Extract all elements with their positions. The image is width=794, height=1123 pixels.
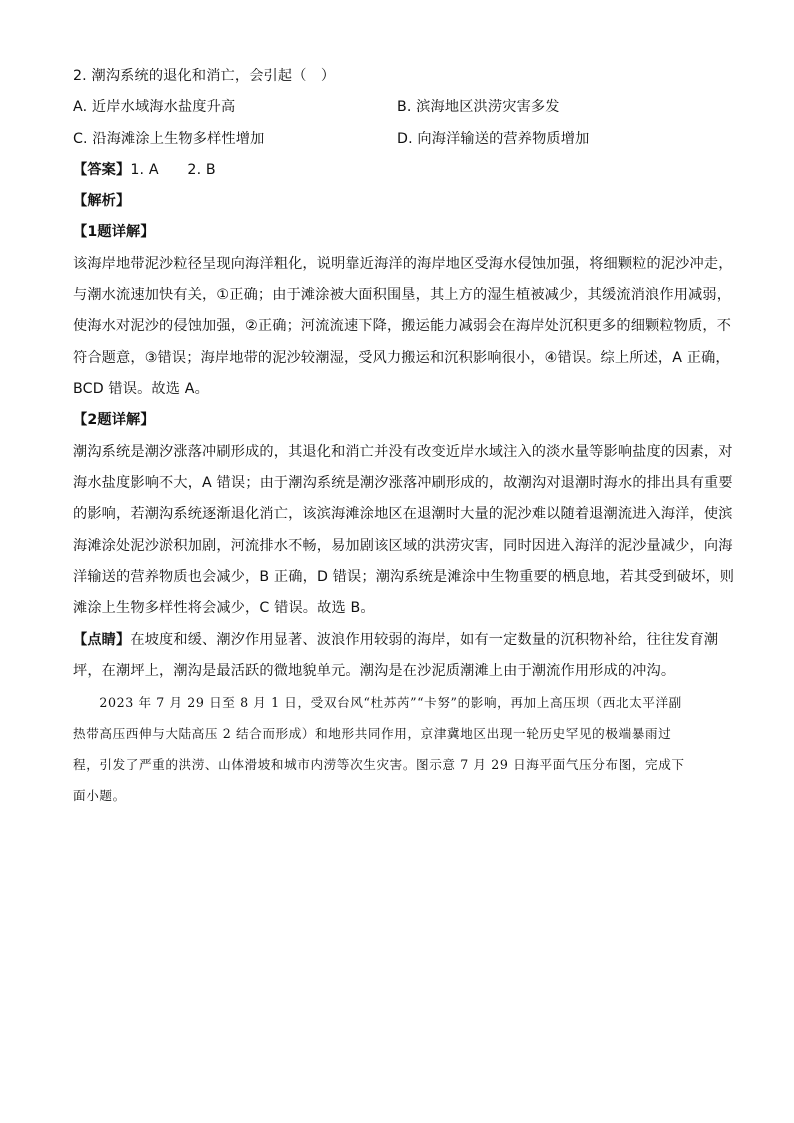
detail2-line: 海滩涂处泥沙淤积加剧，河流排水不畅，易加剧该区域的洪涝灾害，同时因进入海洋的泥沙量减少，向海 bbox=[73, 538, 733, 554]
answer-line bbox=[73, 160, 216, 180]
question-stem: 2. 潮沟系统的退化和消亡，会引起（ ） bbox=[73, 68, 336, 84]
analysis-label: 【解析】 bbox=[73, 193, 131, 209]
option-a: A. 近岸水域海水盐度升高 bbox=[73, 99, 236, 115]
option-b: B. 滨海地区洪涝灾害多发 bbox=[397, 99, 560, 115]
material-line: 面小题。 bbox=[73, 788, 126, 803]
option-d: D. 向海洋输送的营养物质增加 bbox=[397, 131, 590, 147]
detail2-line: 潮沟系统是潮汐涨落冲刷形成的，其退化和消亡并没有改变近岸水域注入的淡水量等影响盐度的因素，对 bbox=[73, 444, 733, 460]
answer-value: 1. A 2. B bbox=[130, 162, 216, 178]
detail1-line: 使海水对泥沙的侵蚀加强，②正确；河流流速下降，搬运能力减弱会在海岸处沉积更多的细颗粒物质，不 bbox=[73, 318, 732, 334]
answer-label: 【答案】 bbox=[73, 162, 131, 178]
option-c: C. 沿海滩涂上生物多样性增加 bbox=[73, 131, 265, 147]
detail1-line: BCD 错误。故选 A。 bbox=[73, 381, 209, 397]
detail2-line: 滩涂上生物多样性将会减少，C 错误。故选 B。 bbox=[73, 600, 375, 616]
tips-text: 在坡度和缓、潮汐作用显著、波浪作用较弱的海岸，如有一定数量的沉积物补给，往往发育潮 bbox=[130, 632, 719, 648]
tips-line: 坪，在潮坪上，潮沟是最活跃的微地貌单元。潮沟是在沙泥质潮滩上由于潮流作用形成的冲沟。 bbox=[73, 663, 676, 679]
detail2-line: 海水盐度影响不大，A 错误；由于潮沟系统是潮汐涨落冲刷形成的，故潮沟对退潮时海水的排出具有重要 bbox=[73, 475, 733, 491]
detail1-label: 【1题详解】 bbox=[73, 224, 155, 240]
detail1-line: 与潮水流速加快有关，①正确；由于滩涂被大面积围垦，其上方的湿生植被减少，其缓流消浪作用减弱， bbox=[73, 287, 732, 303]
material-line: 2023 年 7 月 29 日至 8 月 1 日，受双台风“杜苏芮”“卡努”的影响，再加上高压坝（西北太平洋副 bbox=[73, 695, 682, 710]
detail2-label: 【2题详解】 bbox=[73, 412, 155, 428]
tips-line bbox=[73, 630, 718, 650]
detail2-line: 的影响，若潮沟系统逐渐退化消亡，该滨海滩涂地区在退潮时大量的泥沙难以随着退潮流进入海洋，使滨 bbox=[73, 506, 733, 522]
tips-label: 【点睛】 bbox=[73, 632, 131, 648]
detail1-line: 符合题意，③错误；海岸地带的泥沙较潮湿，受风力搬运和沉积影响很小，④错误。综上所述，A 正确， bbox=[73, 350, 730, 366]
detail2-line: 洋输送的营养物质也会减少，B 正确，D 错误；潮沟系统是滩涂中生物重要的栖息地，若其受到破坏，则 bbox=[73, 569, 735, 585]
material-line: 热带高压西伸与大陆高压 2 结合而形成）和地形共同作用，京津冀地区出现一轮历史罕见的极端暴雨过 bbox=[73, 726, 672, 741]
material-line: 程，引发了严重的洪涝、山体滑坡和城市内涝等次生灾害。图示意 7 月 29 日海平面气压分布图，完成下 bbox=[73, 757, 685, 772]
detail1-line: 该海岸地带泥沙粒径呈现向海洋粗化，说明靠近海洋的海岸地区受海水侵蚀加强，将细颗粒的泥沙冲走， bbox=[73, 256, 733, 272]
